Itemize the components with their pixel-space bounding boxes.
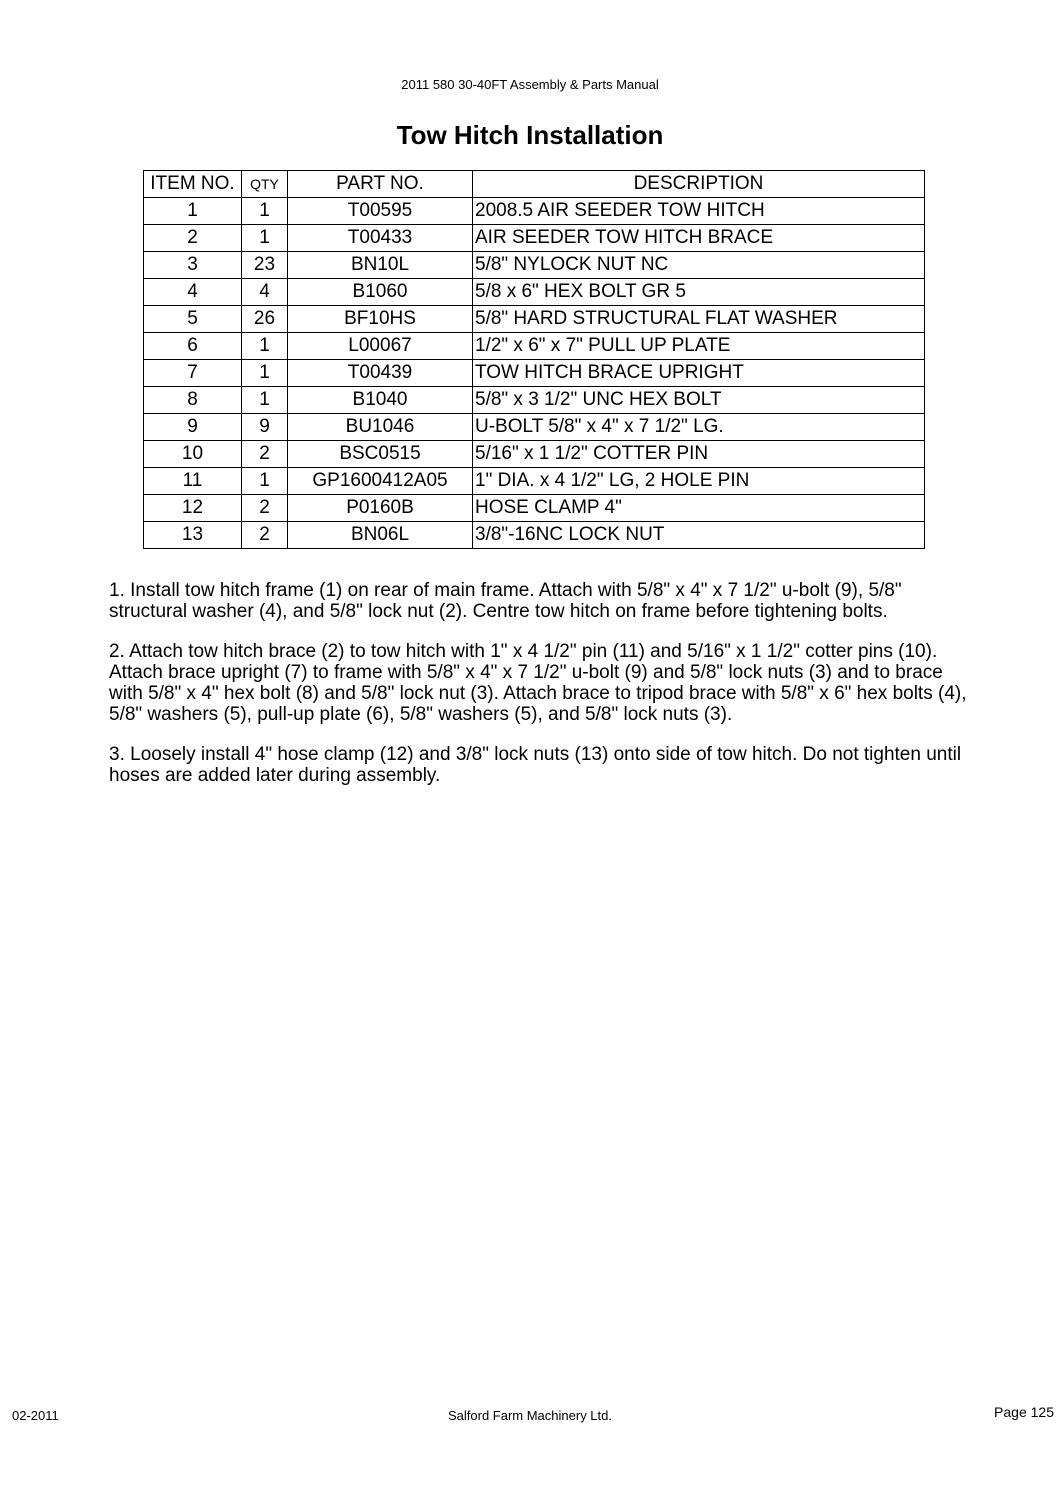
table-row xyxy=(144,387,925,414)
table-row xyxy=(144,495,925,522)
cell-part-no: BN06L xyxy=(288,522,473,549)
footer-date: 02-2011 xyxy=(12,1408,59,1423)
cell-part-no: BF10HS xyxy=(288,306,473,333)
cell-part-no: BU1046 xyxy=(288,414,473,441)
cell-part-no: B1040 xyxy=(288,387,473,414)
table-row xyxy=(144,522,925,549)
cell-qty: 9 xyxy=(242,414,288,441)
cell-qty: 2 xyxy=(242,495,288,522)
cell-description: 5/8" x 3 1/2" UNC HEX BOLT xyxy=(473,387,925,414)
parts-table xyxy=(143,170,925,549)
step-1: 1. Install tow hitch frame (1) on rear of main frame. Attach with 5/8" x 4" x 7 1/2" u-bolt (9), 5/8" structural washer (4), and 5/8" lock nut (2). Centre tow hitch on frame before tightening bolts. xyxy=(109,580,902,622)
page-header: 2011 580 30-40FT Assembly & Parts Manual xyxy=(401,77,659,92)
cell-part-no: B1060 xyxy=(288,279,473,306)
cell-qty: 26 xyxy=(242,306,288,333)
cell-description: 2008.5 AIR SEEDER TOW HITCH xyxy=(473,198,925,225)
cell-item-no: 3 xyxy=(144,252,242,279)
header-part-no: PART NO. xyxy=(288,171,473,198)
cell-item-no: 10 xyxy=(144,441,242,468)
table-row xyxy=(144,333,925,360)
cell-item-no: 5 xyxy=(144,306,242,333)
cell-qty: 1 xyxy=(242,333,288,360)
footer-page-number: Page 125 xyxy=(994,1404,1054,1420)
header-description: DESCRIPTION xyxy=(473,171,925,198)
table-row xyxy=(144,252,925,279)
cell-qty: 1 xyxy=(242,225,288,252)
cell-qty: 23 xyxy=(242,252,288,279)
cell-part-no: T00433 xyxy=(288,225,473,252)
cell-part-no: L00067 xyxy=(288,333,473,360)
cell-item-no: 13 xyxy=(144,522,242,549)
table-row xyxy=(144,414,925,441)
cell-description: 5/16" x 1 1/2" COTTER PIN xyxy=(473,441,925,468)
cell-item-no: 6 xyxy=(144,333,242,360)
header-qty: QTY xyxy=(242,171,288,198)
cell-qty: 2 xyxy=(242,522,288,549)
cell-description: 5/8" NYLOCK NUT NC xyxy=(473,252,925,279)
cell-description: 5/8" HARD STRUCTURAL FLAT WASHER xyxy=(473,306,925,333)
cell-qty: 1 xyxy=(242,360,288,387)
cell-item-no: 1 xyxy=(144,198,242,225)
cell-item-no: 4 xyxy=(144,279,242,306)
cell-description: 5/8 x 6" HEX BOLT GR 5 xyxy=(473,279,925,306)
cell-part-no: BSC0515 xyxy=(288,441,473,468)
step-3: 3. Loosely install 4" hose clamp (12) and 3/8" lock nuts (13) onto side of tow hitch. Do not tighten until hoses are added later during assembly. xyxy=(109,744,962,786)
instructions xyxy=(109,580,969,805)
table-row xyxy=(144,306,925,333)
cell-qty: 4 xyxy=(242,279,288,306)
cell-qty: 1 xyxy=(242,387,288,414)
parts-table-body xyxy=(144,198,925,549)
table-row xyxy=(144,225,925,252)
table-row xyxy=(144,441,925,468)
cell-item-no: 12 xyxy=(144,495,242,522)
table-row xyxy=(144,198,925,225)
step-2: 2. Attach tow hitch brace (2) to tow hitch with 1" x 4 1/2" pin (11) and 5/16" x 1 1/2" cotter pins (10). Attach brace upright (7) to frame with 5/8" x 4" x 7 1/2" u-bolt (9) and 5/8" lock nuts (3) and to brace with 5/8" x 4" hex bolt (8) and 5/8" lock nut (3). Attach brace to tripod brace with 5/8" x 6" hex bolts (4), 5/8" washers (5), pull-up plate (6), 5/8" washers (5), and 5/8" lock nuts (3). xyxy=(109,641,967,725)
cell-part-no: P0160B xyxy=(288,495,473,522)
cell-qty: 2 xyxy=(242,441,288,468)
cell-item-no: 9 xyxy=(144,414,242,441)
table-row xyxy=(144,360,925,387)
header-item-no: ITEM NO. xyxy=(144,171,242,198)
cell-description: AIR SEEDER TOW HITCH BRACE xyxy=(473,225,925,252)
cell-qty: 1 xyxy=(242,198,288,225)
page-title: Tow Hitch Installation xyxy=(396,120,664,150)
table-header-row xyxy=(144,171,925,198)
cell-description: 3/8"-16NC LOCK NUT xyxy=(473,522,925,549)
cell-part-no: BN10L xyxy=(288,252,473,279)
cell-part-no: GP1600412A05 xyxy=(288,468,473,495)
table-row xyxy=(144,279,925,306)
cell-item-no: 7 xyxy=(144,360,242,387)
footer-company: Salford Farm Machinery Ltd. xyxy=(447,1408,612,1423)
table-row xyxy=(144,468,925,495)
cell-description: 1" DIA. x 4 1/2" LG, 2 HOLE PIN xyxy=(473,468,925,495)
cell-part-no: T00439 xyxy=(288,360,473,387)
cell-part-no: T00595 xyxy=(288,198,473,225)
cell-description: TOW HITCH BRACE UPRIGHT xyxy=(473,360,925,387)
cell-description: 1/2" x 6" x 7" PULL UP PLATE xyxy=(473,333,925,360)
cell-item-no: 11 xyxy=(144,468,242,495)
cell-description: U-BOLT 5/8" x 4" x 7 1/2" LG. xyxy=(473,414,925,441)
cell-description: HOSE CLAMP 4" xyxy=(473,495,925,522)
cell-qty: 1 xyxy=(242,468,288,495)
cell-item-no: 2 xyxy=(144,225,242,252)
cell-item-no: 8 xyxy=(144,387,242,414)
